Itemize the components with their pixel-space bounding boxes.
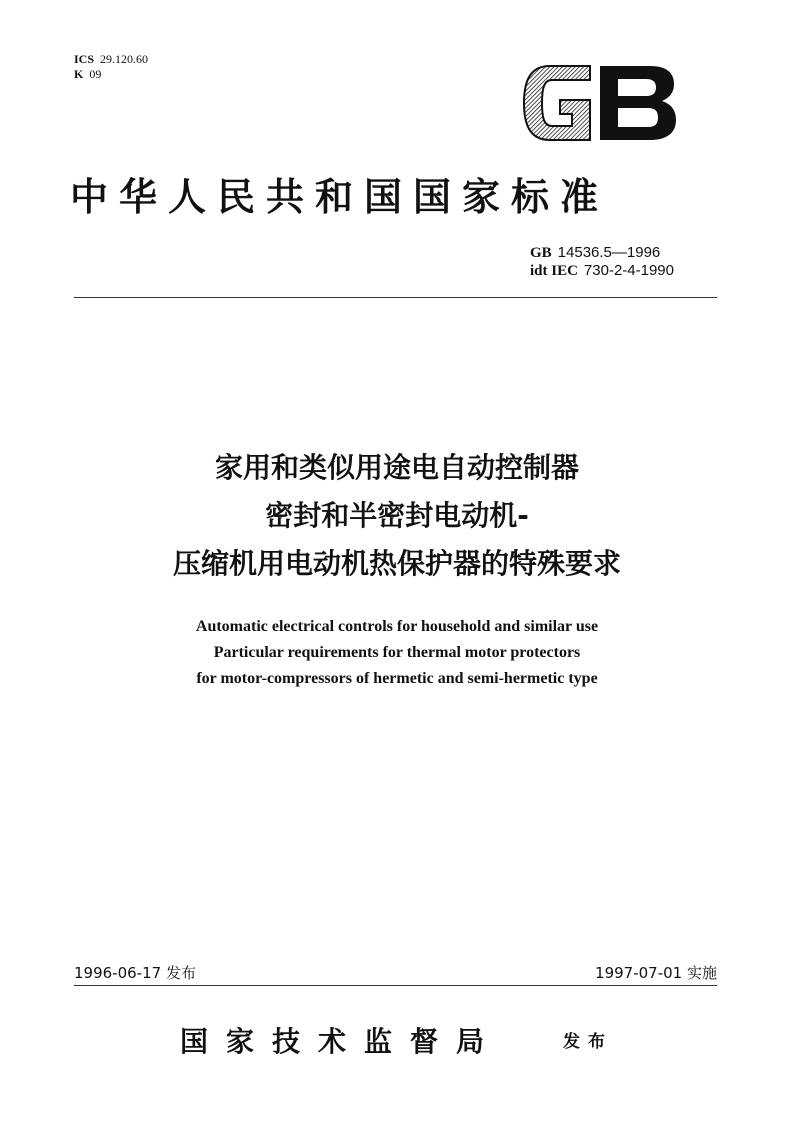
effective-date: 1997-07-01 实施 (595, 964, 717, 982)
class-label: K (74, 67, 84, 81)
publish-date: 1996-06-17 发布 (74, 964, 196, 982)
idt-label: idt IEC (529, 263, 578, 279)
issued-label: 发布 (563, 1032, 613, 1052)
gb-logo-icon (520, 62, 680, 144)
english-title-line-2: Particular requirements for thermal motor protectors (213, 644, 581, 661)
top-divider (74, 297, 717, 298)
english-title-line-1: Automatic electrical controls for household and similar use (195, 618, 599, 635)
english-title (0, 614, 794, 692)
gb-label: GB (529, 245, 552, 261)
ics-label: ICS (74, 52, 95, 66)
national-standard-title: 中华人民共和国国家标准 (70, 174, 610, 219)
chinese-title (0, 444, 794, 588)
class-code: 09 (89, 67, 102, 81)
chinese-title-line-3: 压缩机用电动机热保护器的特殊要求 (172, 547, 621, 580)
chinese-title-line-1: 家用和类似用途电自动控制器 (214, 451, 579, 484)
classification-codes (74, 52, 148, 82)
chinese-title-line-2: 密封和半密封电动机- (265, 499, 529, 532)
standard-number-block (530, 244, 674, 280)
idt-number: 730-2-4-1990 (583, 262, 674, 279)
issuing-authority: 国家技术监督局 (180, 1025, 503, 1058)
gb-logo (520, 62, 680, 144)
english-title-line-3: for motor-compressors of hermetic and semi-hermetic type (196, 670, 598, 687)
bottom-divider (74, 985, 717, 986)
ics-line (74, 52, 148, 67)
gb-number: 14536.5—1996 (557, 244, 661, 261)
gb-number-line (530, 244, 674, 262)
ics-code: 29.120.60 (100, 52, 149, 66)
class-line (74, 67, 148, 82)
idt-line (530, 262, 674, 280)
